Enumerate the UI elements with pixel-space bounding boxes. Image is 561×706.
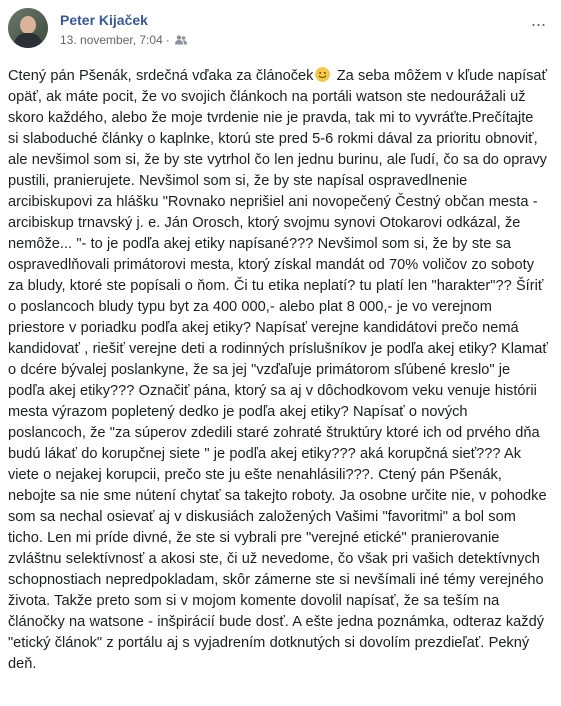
avatar[interactable] xyxy=(8,8,48,48)
slightly-smiling-face-icon xyxy=(315,67,330,82)
meta-separator: · xyxy=(165,33,170,47)
post-meta xyxy=(60,33,187,47)
post-body xyxy=(8,66,548,675)
post-text-intro: Ctený pán Pšenák, srdečná vďaka za článoček xyxy=(8,68,314,84)
author-name-link[interactable]: Peter Kijaček xyxy=(60,12,148,28)
more-options-icon[interactable]: ··· xyxy=(530,13,546,34)
post-header xyxy=(8,8,553,58)
avatar-face xyxy=(20,16,36,34)
post-text-main: Za seba môžem v kľude napísať opäť, ak máte pocit, že vo svojich článkoch na portáli watson ste nedourážali už skoro každého, alebo že moje tvrdenie nie je pravda, tak mi to vyvráťte.Prečítajte si slaboduché články o kaplnke, ktorú ste pred 5-6 rokmi dával za prioritu obnoviť, ale nevšimol som si, že by ste vytrhol čo len jednu burinu, ale ľudí, čo sa do opravy pustili, pranierujete. Nevšimol som si, že by ste napísal ospravedlnenie arcibiskupovi za hlášku "Rovnako neprišiel ani novopečený Čestný občan mesta - arcibiskup trnavský j. e. Ján Orosch, ktorý svojmu synovi Otokarovi odkázal, že nemôže... "- to je podľa akej etiky napísané??? Nevšimol som si, že by ste sa ospravedlňovali primátorovi mesta, ktorý získal mandát od 70% voličov zo soboty za bludy, ktoré ste popísali o ňom. Či tu etika neplatí? tu platí len "harakter"?? Šíriť o poslancoch bludy typu byt za 400 000,- alebo plat 8 000,- je vo verejnom priestore v poriadku podľa akej etiky? Napísať verejne kandidátovi prečo nemá kandidovať , riešiť verejne deti a rodinných príslušníkov je podľa akej etiky? Klamať o dcére bývalej poslankyne, že sa jej "vzďaľuje primátorom sľúbené kreslo" je podľa akej etiky??? Označiť pána, ktorý sa aj v dôchodkovom veku venuje histórii mesta výrazom popletený dedko je podľa akej etiky? Napísať o nových poslancoch, že "za súperov zdedili staré zohraté štruktúry ktoré ich od prvého dňa budú lákať do korupčnej siete " je podľa akej etiky??? aká korupčná sieť??? Ak viete o nejakej korupcii, prečo ste ju ešte nenahlásili???. Ctený pán Pšenák, nebojte sa nie sme nútení chytať sa takejto roboty. Ja osobne určite nie, v pohodke som sa nechal osievať aj v diskusiách založených Vašimi "favoritmi" a bol som ticho. Len mi príde divné, že ste si vybrali pre "verejné etické" pranierovanie zvláštnu selektívnosť a akosi ste, či už nevedome, čo však pri vašich detektívnych schopnostiach nepredpokladam, skôr zámerne ste si nevšímali iné témy verejného života. Takže preto som si v mojom komente dovolil napísať, že sa teším na článočky na watsone - inšpirácií bude dosť. A ešte jedna poznámka, odteraz každý "etický článok" z portálu aj s vyjadrením dotknutých si dovolím prezdieľať. Pekný deň. xyxy=(8,68,548,672)
friends-icon[interactable] xyxy=(175,35,187,45)
avatar-shirt xyxy=(14,33,42,48)
post-timestamp-link[interactable]: 13. november, 7:04 xyxy=(60,33,163,47)
